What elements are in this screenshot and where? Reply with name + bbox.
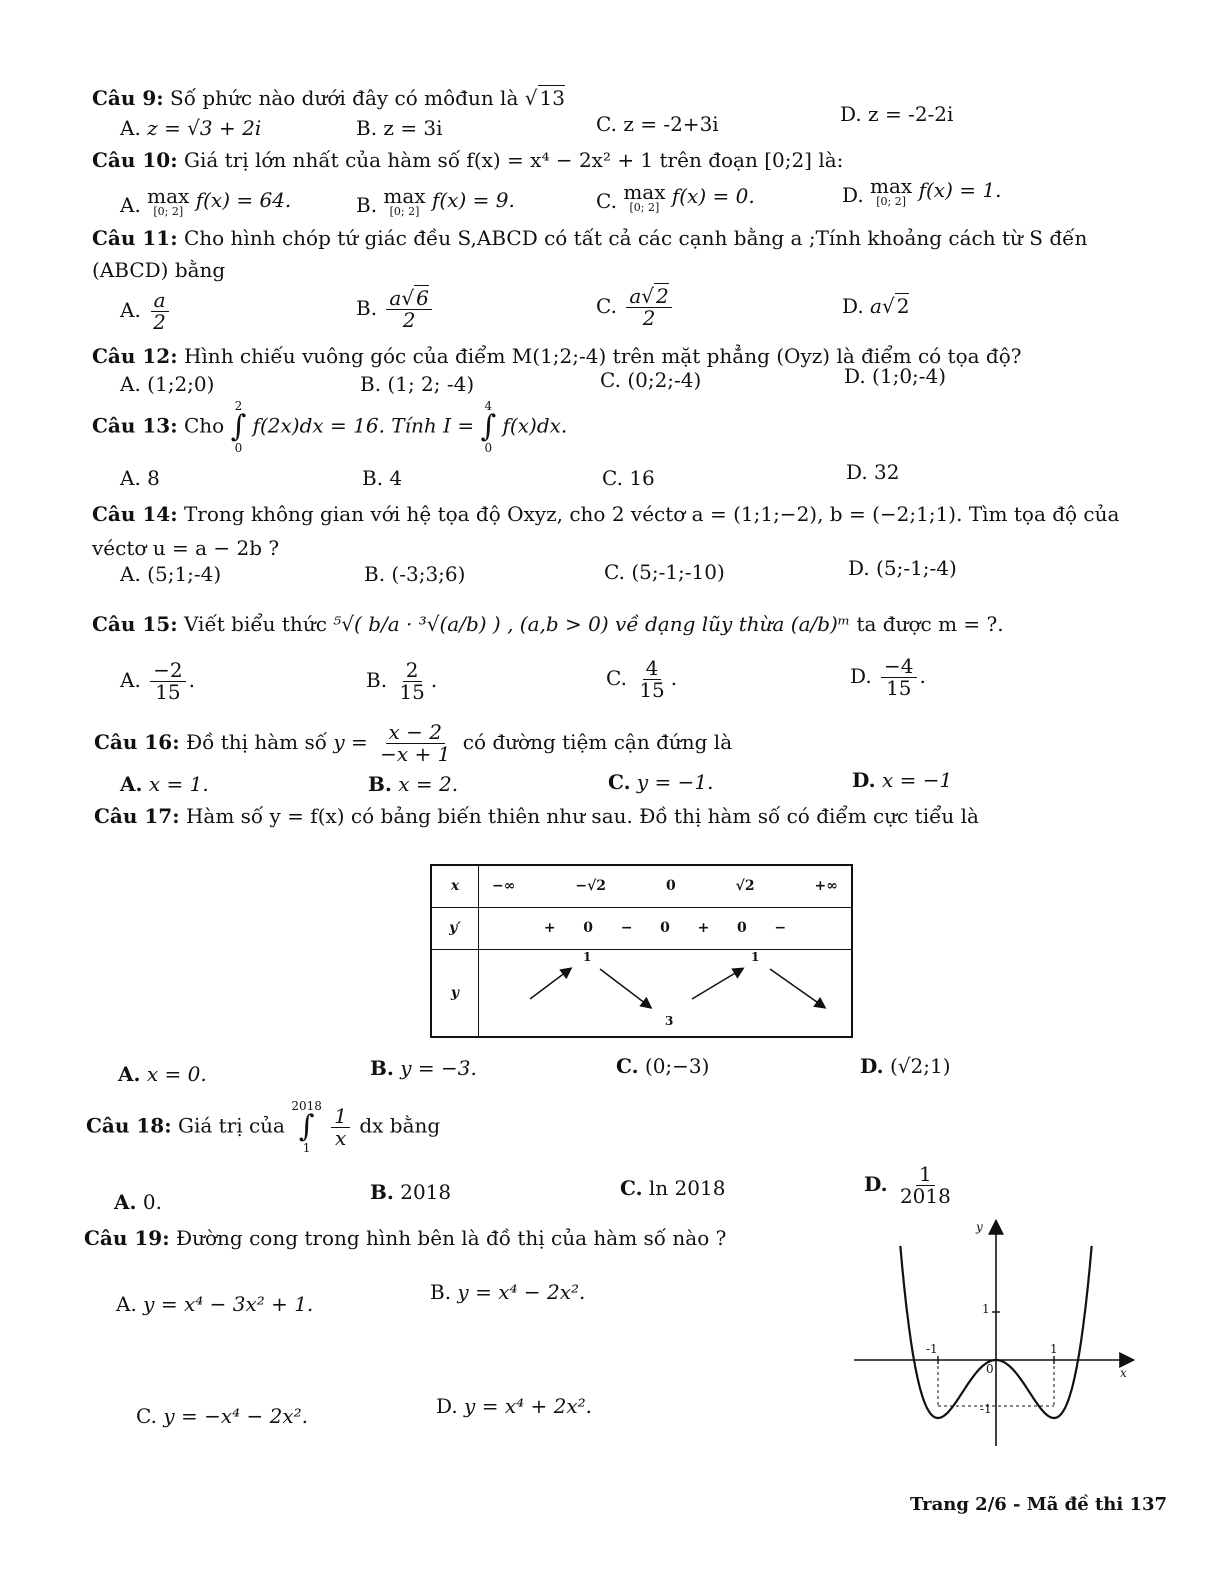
q17-label: Câu 17: <box>94 804 180 828</box>
q11-d-a: a <box>870 294 882 318</box>
q9-root: 13 <box>539 86 565 110</box>
q18-den: x <box>334 1125 347 1150</box>
graph-origin-label: 0 <box>986 1362 994 1376</box>
q13-option-d <box>846 460 900 484</box>
q10-a-interval: [0; 2] <box>153 205 184 218</box>
q10-b-max: max <box>383 184 426 208</box>
q19-a-value: y = x⁴ − 3x² + 1. <box>143 1292 314 1316</box>
q11-option-b: B. $\frac{a√ 6}{2}$ <box>356 288 435 331</box>
q19-label: Câu 19: <box>84 1226 170 1250</box>
q15-c-num: 4 <box>643 658 662 680</box>
vt-x-label: x <box>431 865 479 907</box>
q19-option-d <box>436 1394 592 1418</box>
q19-text: Đường cong trong hình bên là đồ thị của hàm số nào ? <box>175 1226 727 1250</box>
q16-a-label: A. <box>120 772 143 796</box>
q10-label: Câu 10: <box>92 148 178 172</box>
q11-option-a <box>120 290 172 333</box>
q14-label: Câu 14: <box>92 502 178 526</box>
vt-yp-4: 0 <box>660 920 670 936</box>
q11-option-d: D. a√ 2 <box>842 294 910 318</box>
q19-b-label: B. <box>430 1280 452 1304</box>
q13-text-cho: Cho <box>183 413 225 438</box>
q14-text2: véctơ u = a − 2b ? <box>92 536 280 560</box>
q11-d-root: 2 <box>896 294 910 318</box>
q14-b-value: (-3;3;6) <box>391 562 466 586</box>
q18-d-label: D. <box>864 1172 888 1196</box>
q13-b-value: 4 <box>389 466 403 490</box>
q11-option-c: C. $\frac{a√ 2}{2}$ <box>596 286 675 329</box>
q9-option-d <box>840 102 953 126</box>
q15-option-a: A. $\frac{-2}{15}$ . <box>120 658 196 704</box>
q13-int2-lower: 0 <box>484 441 493 455</box>
q13-int1-upper: 2 <box>234 399 243 413</box>
q11-c-num-a: a <box>629 284 642 308</box>
q15-label: Câu 15: <box>92 612 178 636</box>
q14-option-d <box>848 556 957 580</box>
q19-graph <box>850 1216 1140 1456</box>
q15-d-den: 15 <box>886 676 912 700</box>
q11-label: Câu 11: <box>92 226 178 250</box>
q17-option-a <box>118 1062 207 1086</box>
page-footer: Trang 2/6 - Mã đề thi 137 <box>910 1494 1168 1515</box>
q17-a-label: A. <box>118 1062 141 1086</box>
q17-d-value: (√2;1) <box>889 1054 951 1078</box>
q10-b-label: B. <box>356 193 378 217</box>
vt-yp-3: − <box>620 920 633 936</box>
q16-option-c <box>608 770 714 794</box>
q10-option-a <box>120 186 291 217</box>
q10-d-label: D. <box>842 183 864 207</box>
q16-c-label: C. <box>608 770 631 794</box>
q9-option-b <box>356 116 443 140</box>
q17-text: Hàm số y = f(x) có bảng biến thiên như sau. Đồ thị hàm số có điểm cực tiểu là <box>185 804 979 828</box>
q18-a-value: 0. <box>142 1190 162 1214</box>
q18-label: Câu 18: <box>86 1113 172 1138</box>
q15-expression: ⁵√( b/a · ³√(a/b) ) <box>333 612 501 636</box>
q11-a-num: a <box>151 290 169 312</box>
q12-d-value: (1;0;-4) <box>872 364 947 388</box>
q12-option-b <box>360 372 474 396</box>
q19-c-label: C. <box>136 1404 157 1428</box>
q13-int2-prefix: I = <box>443 413 475 438</box>
q16-a-value: x = 1. <box>148 772 209 796</box>
q12-option-a <box>120 372 214 396</box>
q17-option-c <box>616 1054 709 1078</box>
q10-a-max: max <box>147 184 190 208</box>
q18-c-label: C. <box>620 1176 643 1200</box>
q9-c-label: C. <box>596 112 617 136</box>
q11-b-label: B. <box>356 296 378 320</box>
q18-text1: Giá trị của <box>177 1113 285 1138</box>
q18-d-den: 2018 <box>899 1184 951 1208</box>
vt-x-pos-inf: +∞ <box>814 878 838 895</box>
q13-c-label: C. <box>602 466 623 490</box>
q19-d-value: y = x⁴ + 2x². <box>464 1394 592 1418</box>
q11-d-label: D. <box>842 294 864 318</box>
q13-int1-lower: 0 <box>234 441 243 455</box>
q18-a-label: A. <box>114 1190 137 1214</box>
q15-text1: Viết biểu thức <box>183 612 327 636</box>
q9-a-value: z = √3 + 2i <box>147 116 262 140</box>
integral-sign: ∫ <box>480 409 497 444</box>
q17-option-b <box>370 1056 477 1080</box>
q9-option-a <box>120 116 261 140</box>
q12-a-value: (1;2;0) <box>147 372 215 396</box>
q18-num: 1 <box>331 1106 350 1128</box>
q15-option-b: B. $\frac{2}{15}$ . <box>366 658 438 704</box>
q16-d-value: x = −1 <box>881 768 953 792</box>
q11-stem <box>92 226 1087 250</box>
q15-b-den: 15 <box>399 680 425 704</box>
q18-text2: dx bằng <box>359 1113 441 1138</box>
q15-condition: , (a,b > 0) về dạng lũy thừa <box>507 612 785 636</box>
q10-d-max: max <box>870 174 913 198</box>
q12-label: Câu 12: <box>92 344 178 368</box>
q18-option-b <box>370 1180 451 1204</box>
vt-x-zero: 0 <box>665 878 676 895</box>
q14-b-label: B. <box>364 562 386 586</box>
q16-text2: có đường tiệm cận đứng là <box>462 730 733 754</box>
q14-text: Trong không gian với hệ tọa độ Oxyz, cho 2 véctơ a = (1;1;−2), b = (−2;1;1). Tìm tọa độ của <box>183 502 1120 526</box>
q12-b-value: (1; 2; -4) <box>387 372 475 396</box>
q13-option-a <box>120 466 160 490</box>
q16-text1: Đồ thị hàm số <box>185 730 328 754</box>
q17-a-value: x = 0. <box>146 1062 207 1086</box>
q14-option-c <box>604 560 725 584</box>
q18-c-value: ln 2018 <box>648 1176 726 1200</box>
q15-a-label: A. <box>120 668 141 692</box>
q13-stem <box>92 400 567 454</box>
vt-y-top1: 1 <box>583 949 592 964</box>
q11-text: Cho hình chóp tứ giác đều S,ABCD có tất cả các cạnh bằng a ;Tính khoảng cách từ S đến <box>183 226 1088 250</box>
q15-a-num: −2 <box>150 660 185 682</box>
q15-b-num: 2 <box>403 660 422 682</box>
vt-yp-2: 0 <box>583 920 594 936</box>
vt-yprime-label: y′ <box>431 907 479 949</box>
q15-stem <box>92 612 1004 636</box>
vt-y-top2: 1 <box>751 949 760 964</box>
q10-b-interval: [0; 2] <box>389 205 420 218</box>
q10-d-interval: [0; 2] <box>876 195 907 208</box>
q13-int2-upper: 4 <box>484 399 493 413</box>
q11-text2: (ABCD) bằng <box>92 258 226 282</box>
q14-c-label: C. <box>604 560 625 584</box>
q15-power: (a/b)ᵐ <box>790 612 851 636</box>
vt-yp-7: − <box>774 920 787 936</box>
q19-b-value: y = x⁴ − 2x². <box>457 1280 586 1304</box>
q9-d-label: D. <box>840 102 862 126</box>
vt-x-sqrt2: √2 <box>735 878 755 895</box>
q15-c-den: 15 <box>639 678 665 702</box>
q19-option-c <box>136 1404 308 1428</box>
q15-c-label: C. <box>606 666 627 690</box>
q9-label: Câu 9: <box>92 86 164 110</box>
q13-b-label: B. <box>362 466 384 490</box>
q13-c-value: 16 <box>629 466 655 490</box>
q15-a-den: 15 <box>155 680 181 704</box>
graph-tick-x1: 1 <box>1050 1342 1058 1356</box>
q14-option-a <box>120 562 221 586</box>
q13-label: Câu 13: <box>92 413 178 438</box>
q9-a-label: A. <box>120 116 141 140</box>
q11-b-den: 2 <box>402 308 416 332</box>
q9-b-label: B. <box>356 116 378 140</box>
q18-upper: 2018 <box>291 1099 322 1113</box>
q18-b-value: 2018 <box>400 1180 452 1204</box>
q10-b-value: f(x) = 9. <box>431 188 515 212</box>
q14-stem <box>92 502 1119 526</box>
q13-a-label: A. <box>120 466 141 490</box>
q10-a-value: f(x) = 64. <box>195 188 292 212</box>
q18-stem <box>86 1100 440 1154</box>
q9-d-value: z = -2-2i <box>868 102 954 126</box>
q19-a-label: A. <box>116 1292 137 1316</box>
q19-d-label: D. <box>436 1394 458 1418</box>
q12-text: Hình chiếu vuông góc của điểm M(1;2;-4) trên mặt phẳng (Oyz) là điểm có tọa độ? <box>183 344 1022 368</box>
q14-a-value: (5;1;-4) <box>147 562 222 586</box>
q13-int2-body: f(x)dx. <box>502 413 568 438</box>
q9-text: Số phức nào dưới đây có môđun là <box>170 86 519 110</box>
q11-b-num-root: 6 <box>416 286 429 310</box>
q18-b-label: B. <box>370 1180 394 1204</box>
graph-tick-xm1: -1 <box>926 1342 938 1356</box>
q16-b-label: B. <box>368 772 392 796</box>
q12-c-label: C. <box>600 368 621 392</box>
q15-option-c: C. $\frac{4}{15}$ . <box>606 656 678 702</box>
q9-c-value: z = -2+3i <box>623 112 719 136</box>
q9-stem: Câu 9: Số phức nào dưới đây có môđun là √ 13 <box>92 86 565 110</box>
q15-d-label: D. <box>850 664 872 688</box>
q17-b-label: B. <box>370 1056 394 1080</box>
q12-d-label: D. <box>844 364 866 388</box>
q9-b-value: z = 3i <box>383 116 443 140</box>
vt-x-neg-sqrt2: −√2 <box>575 878 607 895</box>
q15-d-num: −4 <box>881 656 916 678</box>
q14-a-label: A. <box>120 562 141 586</box>
q10-a-label: A. <box>120 193 141 217</box>
q16-option-b <box>368 772 458 796</box>
q19-option-b <box>430 1280 585 1304</box>
q10-option-b <box>356 186 515 217</box>
q18-lower: 1 <box>302 1141 311 1155</box>
q10-c-value: f(x) = 0. <box>671 184 755 208</box>
vt-x-neg-inf: −∞ <box>492 878 516 895</box>
q18-option-c <box>620 1176 725 1200</box>
q16-label: Câu 16: <box>94 730 180 754</box>
q17-c-value: (0;−3) <box>644 1054 710 1078</box>
q18-d-num: 1 <box>916 1164 935 1186</box>
graph-y-label: y <box>976 1220 983 1234</box>
q16-den: −x + 1 <box>380 742 451 766</box>
q12-a-label: A. <box>120 372 141 396</box>
q14-d-value: (5;-1;-4) <box>876 556 957 580</box>
q11-a-label: A. <box>120 298 141 322</box>
vt-y-bottom: 3 <box>665 1013 674 1028</box>
q19-option-a <box>116 1292 313 1316</box>
q14-d-label: D. <box>848 556 870 580</box>
graph-x-label: x <box>1120 1366 1127 1380</box>
q10-option-c <box>596 182 755 213</box>
q17-option-d <box>860 1054 951 1078</box>
q10-c-interval: [0; 2] <box>629 201 660 214</box>
q12-b-label: B. <box>360 372 382 396</box>
q15-b-label: B. <box>366 668 388 692</box>
vt-y-label: y <box>431 949 479 1037</box>
q18-option-a <box>114 1190 162 1214</box>
q13-d-label: D. <box>846 460 868 484</box>
q11-c-den: 2 <box>642 306 656 330</box>
q11-c-num-root: 2 <box>656 284 669 308</box>
q12-c-value: (0;2;-4) <box>627 368 702 392</box>
q18-option-d <box>864 1164 957 1207</box>
q16-option-a <box>120 772 209 796</box>
q14-c-value: (5;-1;-10) <box>631 560 725 584</box>
q13-d-value: 32 <box>874 460 900 484</box>
q10-stem <box>92 148 843 172</box>
q16-num: x − 2 <box>386 722 445 744</box>
q10-text: Giá trị lớn nhất của hàm số f(x) = x⁴ − 2x² + 1 trên đoạn [0;2] là: <box>183 148 844 172</box>
q15-text2: ta được m = ?. <box>856 612 1004 636</box>
integral-sign: ∫ <box>298 1109 315 1144</box>
q16-b-value: x = 2. <box>398 772 459 796</box>
q11-a-den: 2 <box>153 310 166 334</box>
q17-b-value: y = −3. <box>400 1056 477 1080</box>
q10-option-d <box>842 176 1001 207</box>
q16-d-label: D. <box>852 768 876 792</box>
q12-option-d <box>844 364 946 388</box>
q16-c-value: y = −1. <box>636 770 714 794</box>
q19-stem <box>84 1226 726 1250</box>
q16-stem <box>94 722 732 765</box>
vt-yp-1: + <box>543 920 556 936</box>
q14-option-b <box>364 562 465 586</box>
vt-yp-6: 0 <box>736 920 747 936</box>
graph-tick-ym1: -1 <box>980 1402 992 1416</box>
q13-option-b <box>362 466 402 490</box>
q10-d-value: f(x) = 1. <box>918 178 1002 202</box>
q16-y-eq: y = <box>333 730 368 754</box>
q9-option-c <box>596 112 719 136</box>
graph-tick-y1: 1 <box>982 1302 990 1316</box>
q17-c-label: C. <box>616 1054 639 1078</box>
q19-c-value: y = −x⁴ − 2x². <box>163 1404 308 1428</box>
q13-a-value: 8 <box>147 466 160 490</box>
q17-stem <box>94 804 979 828</box>
q17-d-label: D. <box>860 1054 884 1078</box>
q12-option-c <box>600 368 701 392</box>
integral-sign: ∫ <box>230 409 247 444</box>
q13-int1-body: f(2x)dx = 16. Tính <box>252 413 437 438</box>
q10-c-label: C. <box>596 189 617 213</box>
q11-c-label: C. <box>596 294 617 318</box>
vt-yp-5: + <box>697 920 710 936</box>
q15-option-d: D. $\frac{-4}{15}$ . <box>850 654 926 700</box>
q13-option-c <box>602 466 655 490</box>
q19-graph-svg <box>850 1216 1140 1456</box>
q11-b-num-a: a <box>389 286 402 310</box>
q10-c-max: max <box>623 180 666 204</box>
q16-option-d <box>852 768 952 792</box>
variation-table <box>430 864 853 1038</box>
